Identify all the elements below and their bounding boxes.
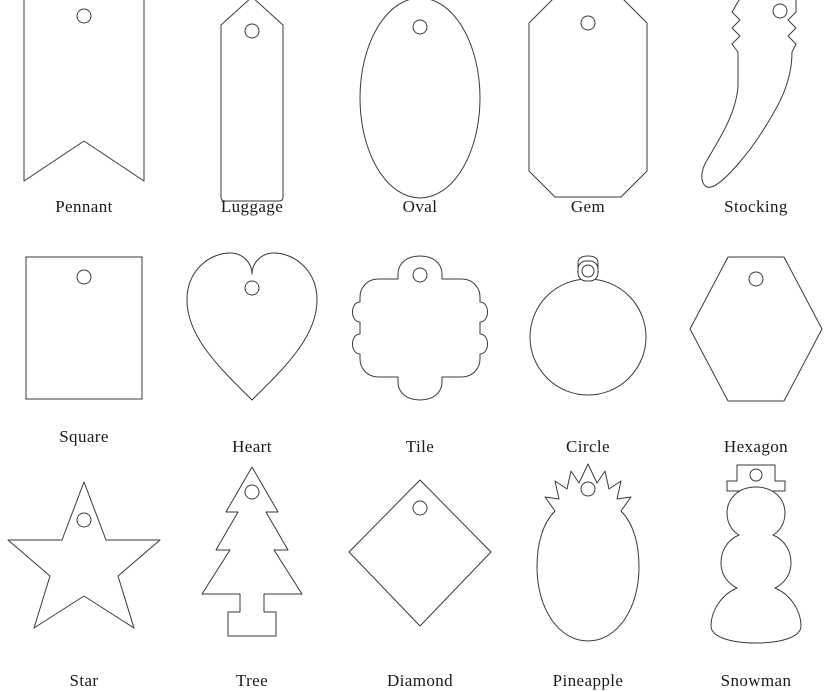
- snowman-shape[interactable]: [672, 460, 840, 647]
- shape-cell-hexagon[interactable]: [672, 230, 840, 460]
- shape-label-circle: Circle: [566, 437, 610, 456]
- tree-shape[interactable]: [168, 460, 336, 647]
- shape-cell-tree[interactable]: [168, 460, 336, 690]
- hang-hole: [245, 281, 259, 295]
- hang-hole: [413, 501, 427, 515]
- shape-label-tree: Tree: [235, 671, 269, 690]
- shape-label-luggage: Luggage: [220, 197, 284, 216]
- shape-cell-star[interactable]: [0, 460, 168, 690]
- hang-hole: [245, 24, 259, 38]
- hang-hole: [773, 4, 787, 18]
- hang-hole: [750, 469, 762, 481]
- hang-hole: [581, 482, 595, 496]
- square-shape[interactable]: [0, 230, 168, 425]
- tile-shape[interactable]: [336, 230, 504, 425]
- shape-label-oval: Oval: [402, 197, 438, 216]
- shape-label-heart: Heart: [232, 437, 272, 456]
- shape-cell-square[interactable]: [0, 230, 168, 460]
- star-shape[interactable]: [0, 460, 168, 647]
- stocking-shape[interactable]: [672, 0, 840, 195]
- hang-hole: [77, 270, 91, 284]
- shape-cell-snowman[interactable]: [672, 460, 840, 690]
- shape-cell-pineapple[interactable]: [504, 460, 672, 690]
- shape-label-snowman: Snowman: [720, 671, 792, 690]
- hang-hole: [77, 9, 91, 23]
- oval-shape[interactable]: [336, 0, 504, 195]
- pennant-shape[interactable]: [0, 0, 168, 195]
- hexagon-shape[interactable]: [672, 230, 840, 425]
- shape-label-tile: Tile: [405, 437, 435, 456]
- gem-shape[interactable]: [504, 0, 672, 195]
- shape-label-diamond: Diamond: [386, 671, 454, 690]
- hang-hole: [749, 272, 763, 286]
- shape-label-pennant: Pennant: [55, 197, 113, 216]
- shape-cell-pennant[interactable]: [0, 0, 168, 230]
- shape-label-star: Star: [69, 671, 99, 690]
- shape-cell-tile[interactable]: [336, 230, 504, 460]
- hang-hole: [413, 20, 427, 34]
- shape-label-hexagon: Hexagon: [723, 437, 789, 456]
- shape-cell-stocking[interactable]: [672, 0, 840, 230]
- shape-label-square: Square: [59, 427, 109, 446]
- pineapple-shape[interactable]: [504, 460, 672, 647]
- shape-cell-circle[interactable]: [504, 230, 672, 460]
- shape-label-pineapple: Pineapple: [552, 671, 624, 690]
- shape-cell-oval[interactable]: [336, 0, 504, 230]
- shape-cell-luggage[interactable]: [168, 0, 336, 230]
- hang-hole: [581, 16, 595, 30]
- shape-label-stocking: Stocking: [724, 197, 788, 216]
- hang-hole: [582, 265, 594, 277]
- hang-hole: [77, 513, 91, 527]
- shape-cell-gem[interactable]: [504, 0, 672, 230]
- luggage-shape[interactable]: [168, 0, 336, 195]
- diamond-shape[interactable]: [336, 460, 504, 647]
- circle-shape[interactable]: [504, 230, 672, 425]
- shape-cell-diamond[interactable]: [336, 460, 504, 690]
- shape-cell-heart[interactable]: [168, 230, 336, 460]
- hang-hole: [413, 268, 427, 282]
- hang-hole: [245, 485, 259, 499]
- shape-label-gem: Gem: [570, 197, 606, 216]
- heart-shape[interactable]: [168, 230, 336, 425]
